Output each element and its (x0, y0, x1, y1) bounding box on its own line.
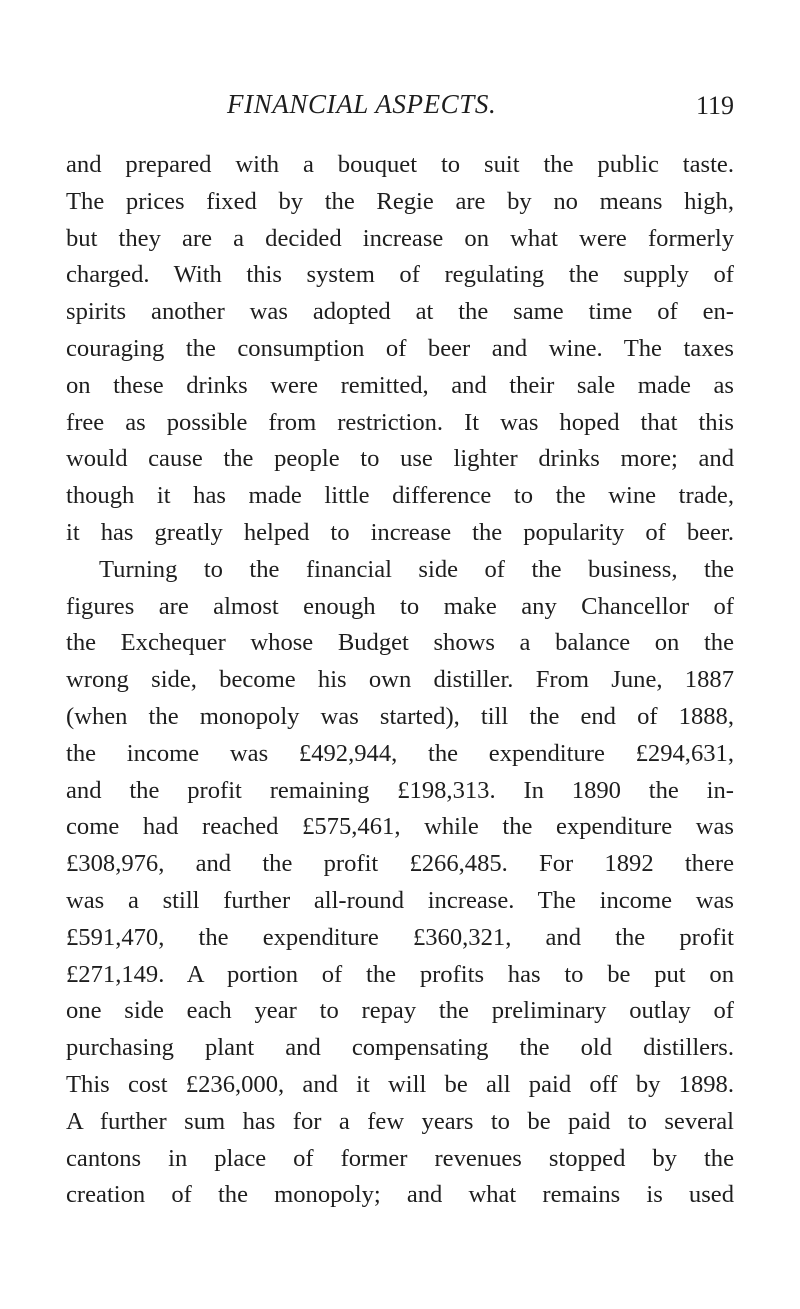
text-line: creation of the monopoly; and what remains is used (66, 1181, 734, 1209)
text-line: A further sum has for a few years to be paid to several (66, 1107, 734, 1135)
text-line: but they are a decided increase on what were formerly (66, 224, 734, 252)
text-line: £271,149. A portion of the profits has to be put on (66, 960, 734, 988)
text-line: on these drinks were remitted, and their sale made as (66, 371, 734, 399)
text-line: free as possible from restriction. It was hoped that this (66, 408, 734, 436)
page-number: 119 (695, 91, 734, 120)
text-line: one side each year to repay the preliminary outlay of (66, 997, 734, 1025)
text-line: charged. With this system of regulating the supply of (66, 261, 734, 289)
text-line: it has greatly helped to increase the popularity of beer. (66, 518, 734, 546)
text-line: come had reached £575,461, while the expenditure was (66, 813, 734, 841)
text-line: though it has made little difference to the wine trade, (66, 482, 734, 510)
text-line: and prepared with a bouquet to suit the public taste. (66, 151, 734, 178)
text-line: spirits another was adopted at the same time of en- (66, 298, 734, 326)
text-line: £591,470, the expenditure £360,321, and the profit (66, 923, 734, 951)
text-line: purchasing plant and compensating the old distillers. (66, 1034, 734, 1062)
text-line: and the profit remaining £198,313. In 1890 the in- (66, 776, 734, 804)
text-line: the income was £492,944, the expenditure £294,631, (66, 739, 734, 767)
running-head (0, 84, 800, 124)
text-line: The prices fixed by the Regie are by no means high, (66, 187, 734, 215)
body-text (66, 147, 734, 1214)
text-line: cantons in place of former revenues stopped by the (66, 1144, 734, 1172)
text-line: couraging the consumption of beer and wine. The taxes (66, 334, 734, 362)
text-line: This cost £236,000, and it will be all paid off by 1898. (66, 1070, 734, 1098)
text-line: (when the monopoly was started), till the end of 1888, (66, 702, 734, 730)
text-line: figures are almost enough to make any Chancellor of (66, 592, 734, 620)
text-line: wrong side, become his own distiller. From June, 1887 (66, 666, 734, 694)
text-line: £308,976, and the profit £266,485. For 1892 there (66, 850, 734, 878)
text-line: the Exchequer whose Budget shows a balance on the (66, 629, 734, 657)
running-head-title: FINANCIAL ASPECTS. (227, 89, 497, 119)
paragraph-first-line: Turning to the financial side of the business, the (99, 555, 734, 583)
text-line: was a still further all-round increase. The income was (66, 886, 734, 914)
text-line: would cause the people to use lighter drinks more; and (66, 445, 734, 473)
